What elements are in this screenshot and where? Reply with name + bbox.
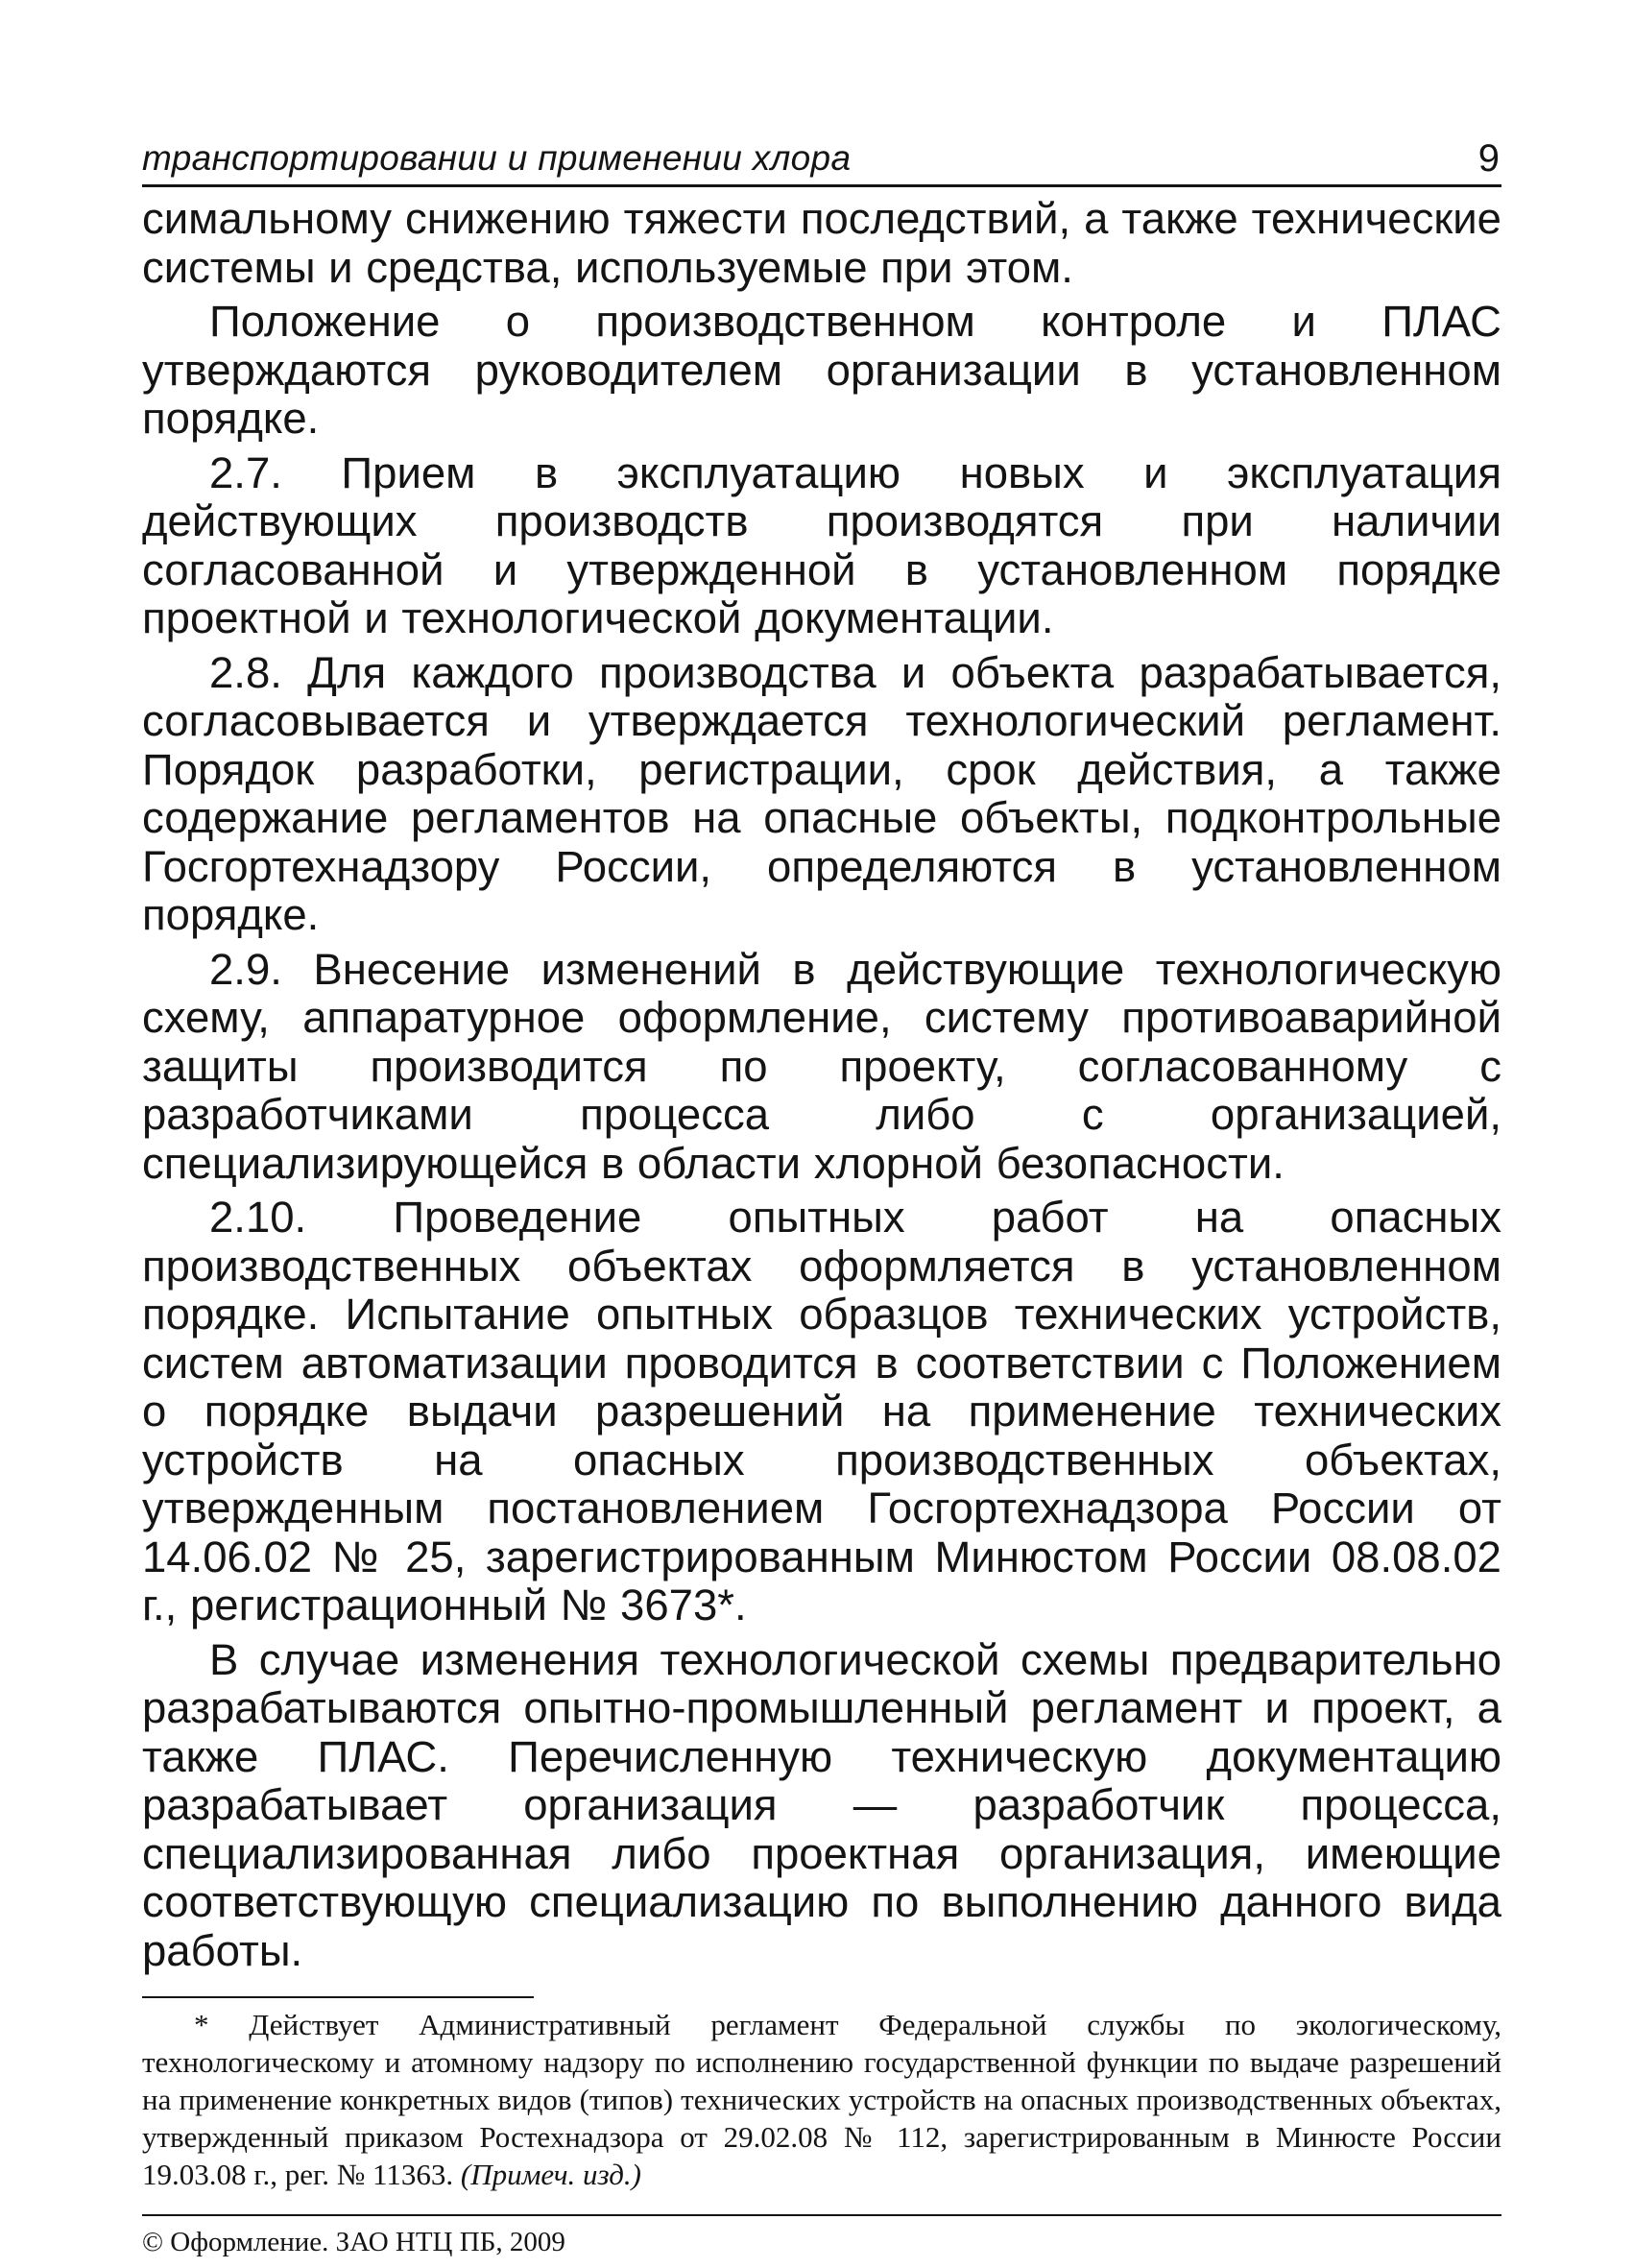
document-page (142, 134, 1501, 2257)
paragraph-2-7: 2.7. Прием в эксплуатацию новых и эксплуатация действующих производств производятся при наличии согласованной и утвержденной в установленном порядке проектной и технологической документации. (142, 447, 1501, 642)
paragraph-2-10: 2.10. Проведение опытных работ на опасных производственных объектах оформляется в установленном порядке. Испытание опытных образцов технических устройств, систем автоматизации проводится в соответствии с Положением о порядке выдачи разрешений на применение технических устройств на опасных производственных объектах, утвержденным постановлением Госгортехнадзора России от 14.06.02 № 25, зарегистрированным Минюстом России 08.08.02 г., регистрационный № 3673*. (142, 1193, 1501, 1629)
footnote-text: * Действует Административный регламент Федеральной службы по экологическому, технологическому и атомному надзору по исполнению государственной функции по выдаче разрешений на применение конкретных видов (типов) технических устройств на опасных производственных объектах, утвержденный приказом Ростехнадзора от 29.02.08 № 112, зарегистрированным в Минюсте России 19.03.08 г., рег. № 11363. (142, 2008, 1501, 2191)
paragraph-scheme-change: В случае изменения технологической схемы предварительно разрабатываются опытно-промышленный регламент и проект, а также ПЛАС. Перечисленную техническую документацию разрабатывает организация — разработчик процесса, специализированная либо проектная организация, имеющие соответствующую специализацию по выполнению данного вида работы. (142, 1634, 1501, 1975)
paragraph-plas-approval: Положение о производственном контроле и ПЛАС утверждаются руководителем организации в установленном порядке. (142, 297, 1501, 443)
paragraph-2-9: 2.9. Внесение изменений в действующие технологическую схему, аппаратурное оформление, систему противоаварийной защиты производится по проекту, согласованному с разработчиками процесса либо с организацией, специализирующейся в области хлорной безопасности. (142, 944, 1501, 1188)
running-header (142, 134, 1501, 187)
page-number: 9 (1477, 137, 1500, 180)
body-text (142, 195, 1501, 1975)
footnote (142, 2006, 1501, 2193)
footer-separator (142, 2214, 1501, 2216)
paragraph-2-8: 2.8. Для каждого производства и объекта разрабатывается, согласовывается и утверждается технологический регламент. Порядок разработки, регистрации, срок действия, а также содержание регламентов на опасные объекты, подконтрольные Госгортехнадзору России, определяются в установленном порядке. (142, 647, 1501, 939)
copyright-footer: © Оформление. ЗАО НТЦ ПБ, 2009 (142, 2227, 565, 2257)
paragraph-continuation: симальному снижению тяжести последствий, а также технические системы и средства, используемые при этом. (142, 194, 1501, 292)
running-header-title: транспортировании и применении хлора (142, 138, 852, 178)
footnote-editor-note: (Примеч. изд.) (460, 2158, 641, 2191)
footnote-separator (142, 1996, 534, 1998)
